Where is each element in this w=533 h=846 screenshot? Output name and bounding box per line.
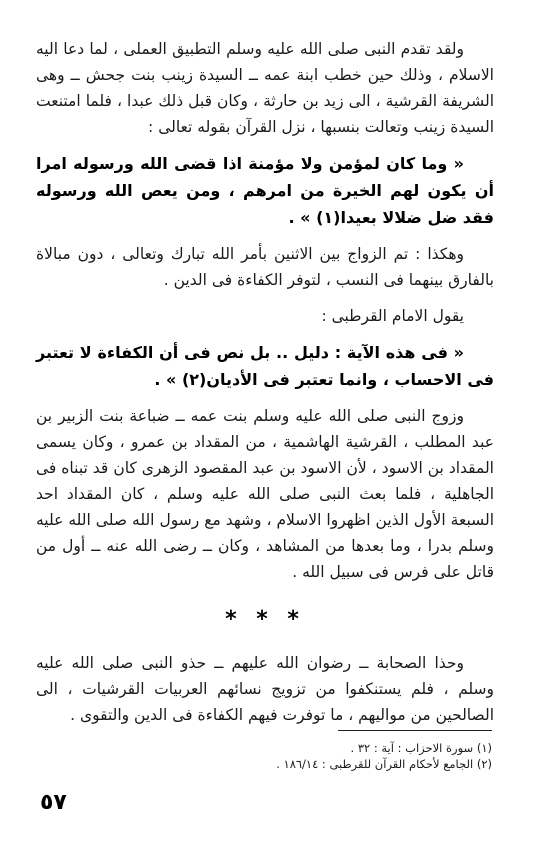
quran-quote: « وما كان لمؤمن ولا مؤمنة اذا قضى الله ورسوله امرا أن يكون لهم الخيرة من امرهم ، ومن يعص الله ورسوله فقد ضل ضلالا بعيدا(١) » . bbox=[36, 154, 494, 227]
paragraph-zaynab-marriage: ولقد تقدم النبى صلى الله عليه وسلم التطبيق العملى ، لما دعا اليه الاسلام ، وذلك حين خطب ابنة عمه ــ السيدة زينب بنت جحش ــ وهى الشريفة القرشية ، الى زيد بن حارثة ، وكان قبل ذلك عبدا ، فلما امتنعت السيدة زينب وتعالت بنسبها ، نزل القرآن بقوله تعالى : bbox=[36, 40, 494, 136]
footnotes bbox=[192, 740, 492, 772]
paragraph-qurtubi-intro: يقول الامام القرطبى : bbox=[321, 307, 464, 325]
footnote-1: (١) سورة الاحزاب : آية : ٣٢ . bbox=[350, 741, 492, 755]
footnote-divider bbox=[338, 730, 492, 731]
page-body bbox=[36, 36, 494, 738]
paragraph-companions: وحذا الصحابة ــ رضوان الله عليهم ــ حذو النبى صلى الله عليه وسلم ، فلم يستنكفوا من تزويج نسائهم العربيات القرشيات ، الى الصالحين من مواليهم ، ما توفرت فيهم الكفاءة فى الدين والتقوى . bbox=[36, 654, 494, 724]
paragraph-miqdad-marriage: وزوج النبى صلى الله عليه وسلم بنت عمه ــ ضباعة بنت الزبير بن عبد المطلب ، القرشية الهاشمية ، من المقداد بن عمرو ، وكان يسمى المقداد بن الاسود ، لأن الاسود بن عبد المقصود الزهرى كان قد تبناه فى الجاهلية ، فلما بعث النبى صلى الله عليه وسلم ، كان المقداد احد السبعة الأول الذين اظهروا الاسلام ، وشهد مع رسول الله صلى الله عليه وسلم بدرا ، وما بعدها من المشاهد ، وكان ــ رضى الله عنه ــ أول من قاتل على فرس فى سبيل الله . bbox=[36, 407, 494, 581]
qurtubi-quote: « فى هذه الآية : دليل .. بل نص فى أن الكفاءة لا تعتبر فى الاحساب ، وانما تعتبر فى الأديان(٢) » . bbox=[36, 343, 494, 389]
paragraph-marriage-completed: وهكذا : تم الزواج بين الاثنين بأمر الله تبارك وتعالى ، دون مبالاة بالفارق بينهما فى النسب ، لتوفر الكفاءة فى الدين . bbox=[36, 245, 494, 289]
footnote-2: (٢) الجامع لأحكام القرآن للقرطبى : ١٨٦/١٤ . bbox=[276, 757, 492, 771]
page-number: ٥٧ bbox=[40, 790, 67, 815]
section-separator: * * * bbox=[225, 607, 305, 632]
